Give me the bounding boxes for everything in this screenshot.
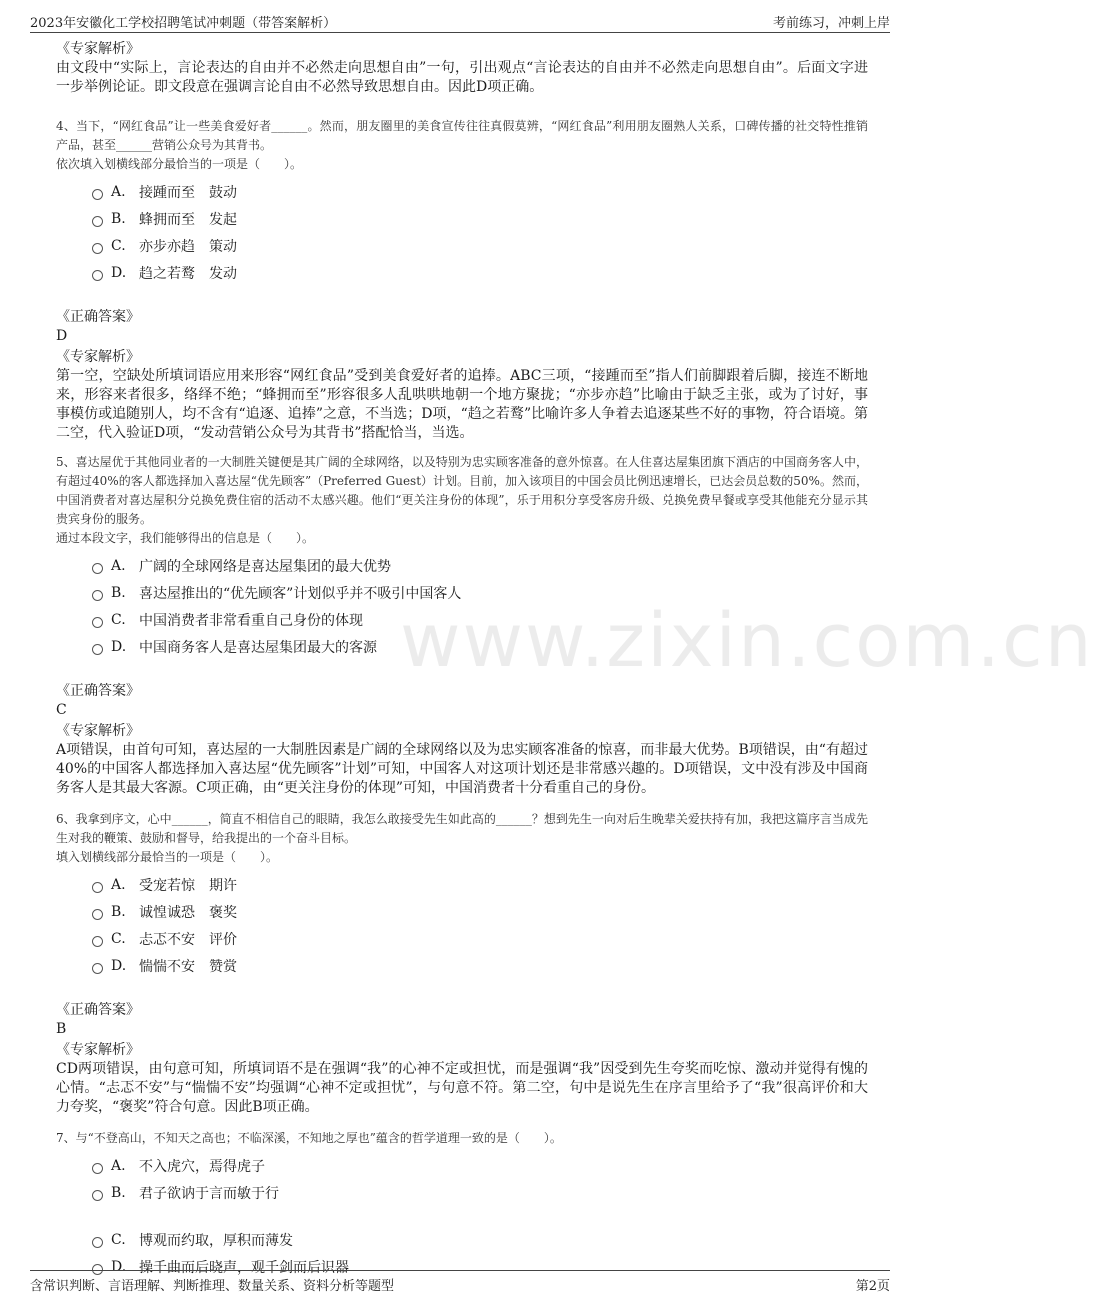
question-stem: 4、当下，“网红食品”让一些美食爱好者______。然而，朋友圈里的美食宣传往往真假莫辨，“网红食品”利用朋友圈熟人关系，口碑传播的社交特性推销产品，甚至______营销公众号为其背书。 bbox=[56, 119, 868, 152]
answer-label: 《正确答案》 bbox=[56, 309, 140, 325]
answer-value: B bbox=[56, 1021, 67, 1037]
analysis-text: A项错误，由首句可知，喜达屋的一大制胜因素是广阔的全球网络以及为忠实顾客准备的惊喜，而非最大优势。B项错误，由“有超过40%的中国客人都选择加入喜达屋“优先顾客”计划”可知，中国客人对这项计划还是非常感兴趣的。D项错误，文中没有涉及中国商务客人是其最大客源。C项正确，由“更关注身份的体现”可知，中国消费者十分看重自己的身份。 bbox=[56, 742, 868, 796]
option-list bbox=[92, 871, 868, 979]
question-prompt: 填入划横线部分最恰当的一项是（ ）。 bbox=[56, 850, 279, 864]
question-block bbox=[56, 453, 868, 798]
page-number: 第2页 bbox=[855, 1279, 890, 1294]
question-stem: 7、与“不登高山，不知天之高也；不临深溪，不知地之厚也”蕴含的哲学道理一致的是（ ）。 bbox=[56, 1131, 562, 1145]
option-c[interactable]: C. 博观而约取，厚积而薄发 bbox=[92, 1226, 868, 1253]
footer-categories: 含常识判断、言语理解、判断推理、数量关系、资料分析等题型 bbox=[30, 1279, 395, 1294]
option-d[interactable]: D. 中国商务客人是喜达屋集团最大的客源 bbox=[92, 633, 868, 660]
answer-label: 《正确答案》 bbox=[56, 1002, 140, 1018]
radio-icon[interactable] bbox=[92, 882, 103, 893]
answer-value: C bbox=[56, 702, 67, 718]
option-c[interactable]: C. 亦步亦趋 策动 bbox=[92, 232, 868, 259]
analysis-label: 《专家解析》 bbox=[56, 723, 140, 739]
option-a[interactable]: A. 广阔的全球网络是喜达屋集团的最大优势 bbox=[92, 552, 868, 579]
option-b[interactable]: B. 君子欲讷于言而敏于行 bbox=[92, 1179, 868, 1206]
option-b[interactable]: B. 诚惶诚恐 褒奖 bbox=[92, 898, 868, 925]
option-list bbox=[92, 552, 868, 660]
option-a[interactable]: A. 受宠若惊 期许 bbox=[92, 871, 868, 898]
answer-label: 《正确答案》 bbox=[56, 683, 140, 699]
option-d[interactable]: D. 操千曲而后晓声，观千剑而后识器 bbox=[92, 1253, 868, 1280]
option-a[interactable]: A. 不入虎穴，焉得虎子 bbox=[92, 1152, 868, 1179]
radio-icon[interactable] bbox=[92, 1163, 103, 1174]
analysis-text: CD两项错误，由句意可知，所填词语不是在强调“我”的心神不定或担忧，而是强调“我”因受到先生夸奖而吃惊、激动并觉得有愧的心情。“忐忑不安”与“惴惴不安”均强调“心神不定或担忧”，与句意不符。第二空，句中是说先生在序言里给予了“我”很高评价和大力夸奖，“褒奖”符合句意。因此B项正确。 bbox=[56, 1061, 868, 1115]
option-list bbox=[92, 178, 868, 286]
radio-icon[interactable] bbox=[92, 243, 103, 254]
analysis-label: 《专家解析》 bbox=[56, 41, 140, 57]
question-stem: 6、我拿到序文，心中______，简直不相信自己的眼睛，我怎么敢接受先生如此高的______？想到先生一向对后生晚辈关爱扶持有加，我把这篇序言当成先生对我的鞭策、鼓励和督导，给我提出的一个奋斗目标。 bbox=[56, 812, 868, 845]
watermark: www.zixin.com.cn bbox=[400, 598, 1094, 684]
radio-icon[interactable] bbox=[92, 909, 103, 920]
header-slogan: 考前练习，冲刺上岸 bbox=[772, 16, 890, 31]
page-content bbox=[56, 40, 868, 1280]
question-prompt: 通过本段文字，我们能够得出的信息是（ ）。 bbox=[56, 531, 315, 545]
radio-icon[interactable] bbox=[92, 644, 103, 655]
radio-icon[interactable] bbox=[92, 936, 103, 947]
option-c[interactable]: C. 中国消费者非常看重自己身份的体现 bbox=[92, 606, 868, 633]
analysis-text: 由文段中“实际上，言论表达的自由并不必然走向思想自由”一句，引出观点“言论表达的自由并不必然走向思想自由”。后面文字进一步举例论证。即文段意在强调言论自由不必然导致思想自由。因此D项正确。 bbox=[56, 60, 868, 95]
question-prompt: 依次填入划横线部分最恰当的一项是（ ）。 bbox=[56, 157, 303, 171]
option-list bbox=[92, 1152, 868, 1280]
option-d[interactable]: D. 趋之若鹜 发动 bbox=[92, 259, 868, 286]
radio-icon[interactable] bbox=[92, 963, 103, 974]
option-d[interactable]: D. 惴惴不安 赞赏 bbox=[92, 952, 868, 979]
radio-icon[interactable] bbox=[92, 1237, 103, 1248]
analysis-text: 第一空，空缺处所填词语应用来形容“网红食品”受到美食爱好者的追捧。ABC三项，“接踵而至”指人们前脚跟着后脚，接连不断地来，形容来者很多，络绎不绝；“蜂拥而至”形容很多人乱哄哄地朝一个地方聚拢；“亦步亦趋”比喻由于缺乏主张，或为了讨好，事事模仿或追随别人，均不含有“追逐、追捧”之意，不当选；D项，“趋之若鹜”比喻许多人争着去追逐某些不好的事物，符合语境。第二空，代入验证D项，“发动营销公众号为其背书”搭配恰当，当选。 bbox=[56, 368, 868, 441]
question-block bbox=[56, 1129, 868, 1280]
radio-icon[interactable] bbox=[92, 563, 103, 574]
question-block bbox=[56, 117, 868, 443]
page-footer bbox=[30, 1270, 890, 1295]
radio-icon[interactable] bbox=[92, 1190, 103, 1201]
option-a[interactable]: A. 接踵而至 鼓动 bbox=[92, 178, 868, 205]
radio-icon[interactable] bbox=[92, 189, 103, 200]
option-c[interactable]: C. 忐忑不安 评价 bbox=[92, 925, 868, 952]
radio-icon[interactable] bbox=[92, 270, 103, 281]
analysis-label: 《专家解析》 bbox=[56, 1042, 140, 1058]
question-block bbox=[56, 810, 868, 1117]
question-stem: 5、喜达屋优于其他同业者的一大制胜关键便是其广阔的全球网络，以及特别为忠实顾客准备的意外惊喜。在人住喜达屋集团旗下酒店的中国商务客人中，有超过40%的客人都选择加入喜达屋“优先顾客”（Preferred Guest）计划。目前，加入该项目的中国会员比例迅速增长，已达会员总数的50%。然而，中国消费者对喜达屋积分兑换免费住宿的活动不太感兴趣。他们“更关注身份的体现”，乐于用积分享受客房升级、兑换免费早餐或享受其他能充分显示其贵宾身份的服务。 bbox=[56, 455, 868, 526]
answer-value: D bbox=[56, 328, 68, 344]
analysis-label: 《专家解析》 bbox=[56, 349, 140, 365]
radio-icon[interactable] bbox=[92, 590, 103, 601]
option-b[interactable]: B. 蜂拥而至 发起 bbox=[92, 205, 868, 232]
document-title: 2023年安徽化工学校招聘笔试冲刺题（带答案解析） bbox=[30, 16, 337, 31]
option-b[interactable]: B. 喜达屋推出的“优先顾客”计划似乎并不吸引中国客人 bbox=[92, 579, 868, 606]
page-header bbox=[30, 10, 890, 33]
radio-icon[interactable] bbox=[92, 617, 103, 628]
radio-icon[interactable] bbox=[92, 216, 103, 227]
